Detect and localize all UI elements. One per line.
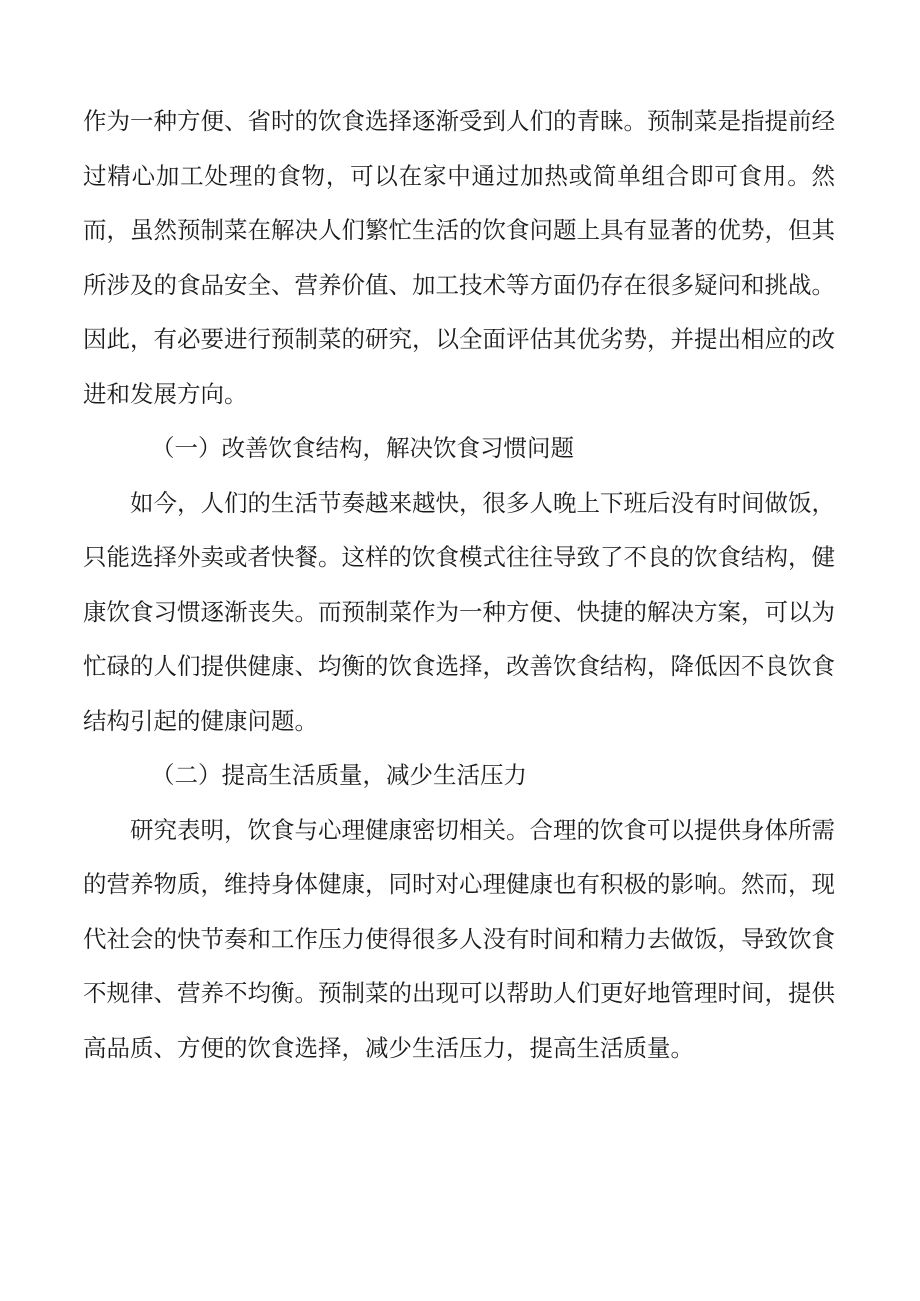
document-body (83, 94, 835, 1075)
section-paragraph-2: 研究表明，饮食与心理健康密切相关。合理的饮食可以提供身体所需的营养物质，维持身体健康，同时对心理健康也有积极的影响。然而，现代社会的快节奏和工作压力使得很多人没有时间和精力去做饭，导致饮食不规律、营养不均衡。预制菜的出现可以帮助人们更好地管理时间，提供高品质、方便的饮食选择，减少生活压力，提高生活质量。 (83, 815, 835, 1062)
section-heading-2: （二）提高生活质量，减少生活压力 (151, 761, 527, 789)
intro-paragraph: 作为一种方便、省时的饮食选择逐渐受到人们的青睐。预制菜是指提前经过精心加工处理的食物，可以在家中通过加热或简单组合即可食用。然而，虽然预制菜在解决人们繁忙生活的饮食问题上具有显著的优势，但其所涉及的食品安全、营养价值、加工技术等方面仍存在很多疑问和挑战。因此，有必要进行预制菜的研究，以全面评估其优劣势，并提出相应的改进和发展方向。 (83, 107, 835, 408)
section-paragraph-1: 如今，人们的生活节奏越来越快，很多人晚上下班后没有时间做饭，只能选择外卖或者快餐。这样的饮食模式往往导致了不良的饮食结构，健康饮食习惯逐渐丧失。而预制菜作为一种方便、快捷的解决方案，可以为忙碌的人们提供健康、均衡的饮食选择，改善饮食结构，降低因不良饮食结构引起的健康问题。 (83, 488, 835, 735)
section-heading-1: （一）改善饮食结构，解决饮食习惯问题 (151, 434, 574, 462)
